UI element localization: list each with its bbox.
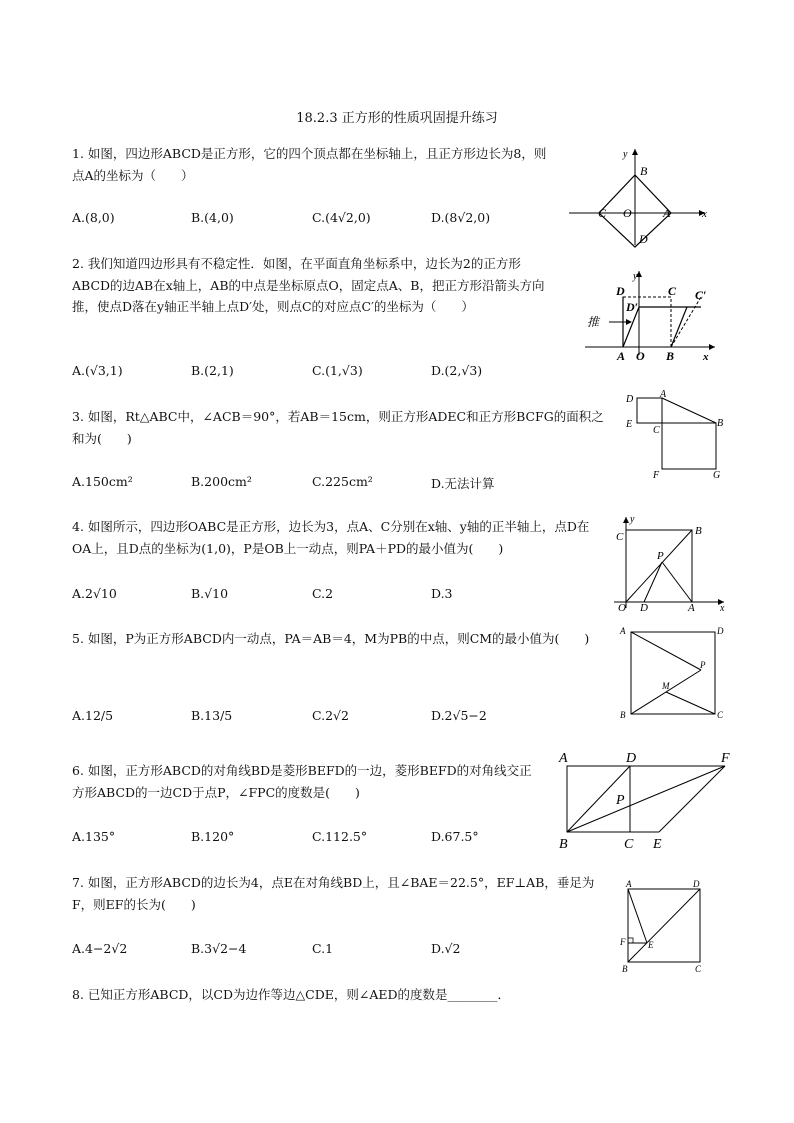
q2-label-b: B — [666, 349, 675, 363]
q1-label-a: A — [663, 206, 671, 220]
q7-option-b: B.3√2−4 — [191, 941, 247, 956]
question-1-stem: 1. 如图，四边形ABCD是正方形，它的四个顶点都在坐标轴上，且正方形边长为8，则点A的坐标为（ ） — [72, 146, 547, 183]
q1-label-x: x — [702, 208, 707, 220]
q7-label-f: F — [620, 937, 626, 947]
q3-option-c: C.225cm² — [312, 474, 373, 489]
q1-option-a: A.(8,0) — [72, 210, 115, 225]
q3-label-f: F — [653, 470, 660, 481]
q6-option-b: B.120° — [191, 829, 235, 844]
question-2-stem: 2. 我们知道四边形具有不稳定性．如图，在平面直角坐标系中，边长为2的正方形ABCD的边AB在x轴上，AB的中点是坐标原点O，固定点A、B，把正方形沿箭头方向推，使点D落在y轴正半轴上点D′处，则点C的对应点C′的坐标为（ ） — [72, 256, 545, 314]
q6-option-c: C.112.5° — [312, 829, 368, 844]
q5-label-d: D — [717, 626, 724, 636]
page-title: 18.2.3 正方形的性质巩固提升练习 — [296, 111, 498, 126]
q1-label-d: D — [639, 232, 648, 246]
q3-option-a: A.150cm² — [72, 474, 133, 489]
q7-label-b: B — [622, 964, 628, 974]
q4-label-a: A — [688, 602, 695, 612]
q7-figure — [617, 876, 717, 976]
q4-label-o: O — [618, 602, 626, 612]
q7-label-e: E — [648, 940, 654, 950]
q1-label-c: C — [598, 206, 607, 220]
question-4-stem: 4. 如图所示，四边形OABC是正方形，边长为3，点A、C分别在x轴、y轴的正半轴上，点D在OA上，且D点的坐标为(1,0)，P是OB上一动点，则PA＋PD的最小值为( ) — [72, 519, 590, 556]
q6-label-c: C — [624, 837, 634, 852]
question-5-stem: 5. 如图，P为正方形ABCD内一动点，PA＝AB＝4，M为PB的中点，则CM的最小值为( ) — [72, 631, 590, 646]
question-7-stem: 7. 如图，正方形ABCD的边长为4，点E在对角线BD上，且∠BAE＝22.5°，EF⊥AB，垂足为F，则EF的长为( ) — [72, 875, 595, 912]
q7-label-d: D — [693, 879, 700, 889]
q5-option-a: A.12/5 — [72, 708, 114, 723]
q1-label-b: B — [640, 164, 648, 178]
q6-label-p: P — [616, 793, 625, 808]
q1-label-o: O — [623, 206, 632, 220]
q6-label-e: E — [653, 837, 662, 852]
q4-option-d: D.3 — [431, 586, 453, 601]
q5-label-c: C — [717, 710, 724, 720]
question-3-stem: 3. 如图，Rt△ABC中，∠ACB＝90°，若AB＝15cm，则正方形ADEC和正方形BCFG的面积之和为( ) — [72, 409, 604, 446]
q3-option-b: B.200cm² — [191, 474, 252, 489]
q3-label-b: B — [717, 418, 724, 429]
q6-label-a: A — [559, 751, 568, 766]
q4-label-x: x — [720, 603, 725, 612]
q4-label-p: P — [657, 550, 664, 562]
q7-option-d: D.√2 — [431, 941, 461, 956]
q5-option-b: B.13/5 — [191, 708, 233, 723]
q4-label-c: C — [616, 531, 624, 543]
q1-label-y: y — [623, 149, 628, 160]
q3-label-g: G — [713, 470, 721, 481]
q5-label-a: A — [620, 626, 626, 636]
q3-label-d: D — [626, 394, 634, 405]
q6-label-f: F — [721, 751, 730, 766]
q3-label-c: C — [653, 425, 660, 436]
q3-label-a: A — [660, 389, 667, 400]
q2-label-d-prime: D′ — [626, 300, 639, 314]
q2-label-c-prime: C′ — [695, 288, 707, 302]
q2-label-y: y — [633, 271, 638, 282]
q2-label-d: D — [616, 284, 625, 298]
q1-option-c: C.(4√2,0) — [312, 210, 371, 225]
question-6-stem: 6. 如图，正方形ABCD的对角线BD是菱形BEFD的一边，菱形BEFD的对角线交正方形ABCD的一边CD于点P，∠FPC的度数是( ) — [72, 763, 532, 800]
q1-option-b: B.(4,0) — [191, 210, 234, 225]
q7-label-a: A — [626, 879, 632, 889]
q4-option-b: B.√10 — [191, 586, 229, 601]
q5-option-d: D.2√5−2 — [431, 708, 487, 723]
q3-label-e: E — [626, 419, 633, 430]
q6-label-d: D — [626, 751, 637, 766]
q6-label-b: B — [559, 837, 568, 852]
q2-label-o: O — [636, 349, 645, 363]
question-8-stem: 8. 已知正方形ABCD，以CD为边作等边△CDE，则∠AED的度数是________． — [72, 987, 510, 1002]
q2-label-c: C — [668, 284, 677, 298]
q2-option-c: C.(1,√3) — [312, 363, 363, 378]
q2-label-x: x — [703, 351, 709, 363]
q5-label-b: B — [620, 710, 626, 720]
q7-label-c: C — [695, 964, 702, 974]
q6-figure — [555, 748, 740, 853]
q6-option-d: D.67.5° — [431, 829, 479, 844]
q2-figure — [575, 265, 725, 365]
q1-option-d: D.(8√2,0) — [431, 210, 491, 225]
q2-option-b: B.(2,1) — [191, 363, 234, 378]
q2-option-d: D.(2,√3) — [431, 363, 483, 378]
q2-label-a: A — [617, 349, 626, 363]
q5-label-m: M — [662, 681, 670, 691]
q4-label-b: B — [695, 525, 702, 537]
q2-option-a: A.(√3,1) — [72, 363, 123, 378]
q7-option-a: A.4−2√2 — [72, 941, 128, 956]
q3-figure — [620, 388, 730, 483]
q2-label-push: 推 — [587, 315, 600, 329]
q5-figure — [617, 622, 732, 722]
q4-label-d: D — [640, 602, 648, 612]
q5-label-p: P — [700, 660, 706, 670]
q4-option-a: A.2√10 — [72, 586, 117, 601]
q6-option-a: A.135° — [72, 829, 116, 844]
q7-option-c: C.1 — [312, 941, 334, 956]
q4-option-c: C.2 — [312, 586, 334, 601]
q3-option-d: D.无法计算 — [431, 476, 495, 491]
q4-label-y: y — [630, 514, 635, 525]
q5-option-c: C.2√2 — [312, 708, 349, 723]
q1-figure — [565, 143, 715, 248]
q4-figure — [606, 512, 731, 612]
